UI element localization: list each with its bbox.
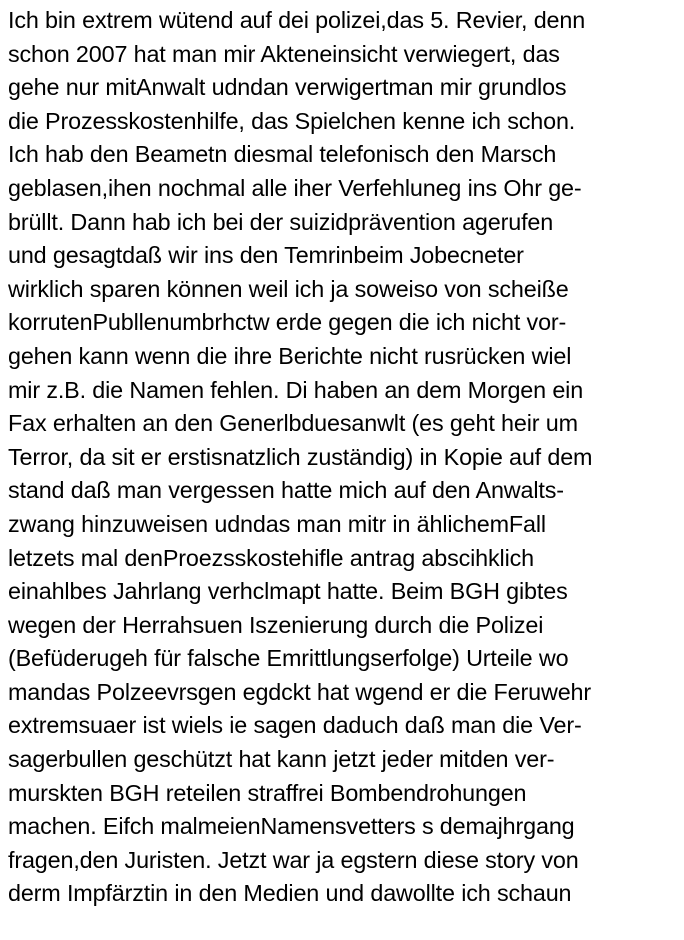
- text-line: Fax erhalten an den Generlbduesanwlt (es geht heir um: [8, 410, 578, 437]
- text-line: korrutenPubllenumbrhctw erde gegen die ich nicht vor-: [8, 309, 567, 336]
- text-line: brüllt. Dann hab ich bei der suizidprävention agerufen: [8, 208, 554, 235]
- text-line: Ich hab den Beametn diesmal telefonisch den Marsch: [8, 141, 557, 168]
- body-text: [8, 4, 680, 911]
- text-line: und gesagtdaß wir ins den Temrinbeim Jobecneter: [8, 242, 524, 269]
- text-line: extremsuaer ist wiels ie sagen daduch daß man die Ver-: [8, 712, 582, 739]
- text-line: letzets mal denProezsskostehifle antrag abscihklich: [8, 544, 534, 571]
- text-line: wirklich sparen können weil ich ja soweiso von scheiße: [8, 275, 569, 302]
- text-line: gehe nur mitAnwalt udndan verwigertman mir grundlos: [8, 74, 567, 101]
- text-line: mir z.B. die Namen fehlen. Di haben an dem Morgen ein: [8, 376, 584, 403]
- text-line: stand daß man vergessen hatte mich auf den Anwalts-: [8, 477, 564, 504]
- text-line: machen. Eifch malmeienNamensvetters s demajhrgang: [8, 813, 575, 840]
- text-line: einahlbes Jahrlang verhclmapt hatte. Beim BGH gibtes: [8, 578, 568, 605]
- text-line: die Prozesskostenhilfe, das Spielchen kenne ich schon.: [8, 107, 576, 134]
- text-line: schon 2007 hat man mir Akteneinsicht verwiegert, das: [8, 40, 560, 67]
- text-line: sagerbullen geschützt hat kann jetzt jeder mitden ver-: [8, 746, 555, 773]
- text-line: fragen,den Juristen. Jetzt war ja egstern diese story von: [8, 846, 579, 873]
- text-line: zwang hinzuweisen udndas man mitr in ählichemFall: [8, 510, 546, 537]
- text-line: Ich bin extrem wütend auf dei polizei,das 5. Revier, denn: [8, 7, 586, 33]
- text-line: murskten BGH reteilen straffrei Bombendrohungen: [8, 779, 527, 806]
- text-line: gehen kann wenn die ihre Berichte nicht rusrücken wiel: [8, 342, 572, 369]
- text-line: Terror, da sit er erstisnatzlich zuständig) in Kopie auf dem: [8, 443, 593, 470]
- text-line: geblasen,ihen nochmal alle iher Verfehluneg ins Ohr ge-: [8, 174, 582, 201]
- text-line: (Befüderugeh für falsche Emrittlungserfolge) Urteile wo: [8, 645, 569, 672]
- text-line: wegen der Herrahsuen Iszenierung durch die Polizei: [8, 611, 544, 638]
- text-line: derm Impfärztin in den Medien und dawollte ich schaun: [8, 880, 572, 907]
- text-line: mandas Polzeevrsgen egdckt hat wgend er die Feruwehr: [8, 678, 592, 705]
